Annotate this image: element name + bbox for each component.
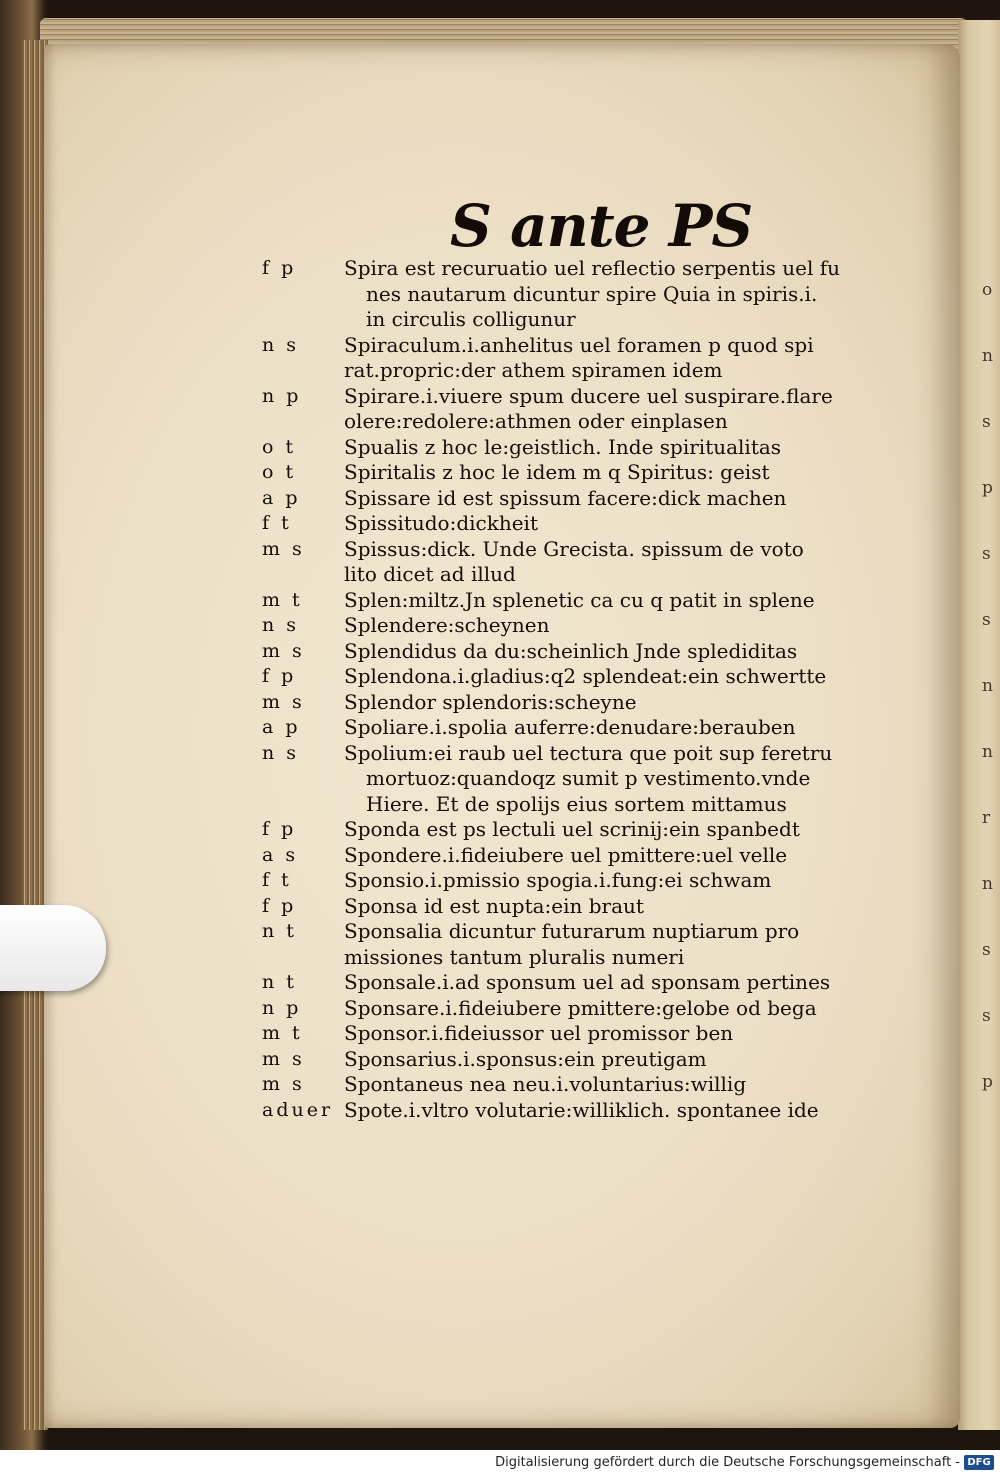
- dictionary-entry-continuation: [262, 766, 862, 792]
- entry-text: Sponsio.i.pmissio spogia.i.fung:ei schwam: [344, 868, 772, 892]
- dictionary-entry: [262, 690, 862, 716]
- next-page-mark: n: [982, 346, 993, 366]
- entry-text: Spondere.i.fideiubere uel pmittere:uel velle: [344, 842, 788, 867]
- entry-text: Sponsale.i.ad sponsum uel ad sponsam pertines: [344, 970, 831, 994]
- entry-text: Spontaneus nea neu.i.voluntarius:willig: [344, 1072, 747, 1096]
- grammar-marker: a p: [262, 486, 301, 509]
- grammar-marker: m t: [262, 588, 303, 611]
- dictionary-entry: [262, 894, 862, 920]
- grammar-marker: m s: [262, 690, 305, 713]
- entry-text: missiones tantum pluralis numeri: [344, 944, 685, 969]
- grammar-marker: aduer: [262, 1098, 334, 1121]
- grammar-marker: n s: [262, 333, 300, 356]
- entry-text: Sponsor.i.fideiussor uel promissor ben: [344, 1021, 734, 1045]
- entry-text: nes nautarum dicuntur spire Quia in spiris.i.: [366, 281, 818, 306]
- entry-text: in circulis colligunur: [366, 307, 576, 331]
- entry-text: lito dicet ad illud: [344, 562, 516, 586]
- page-title: S ante PS: [450, 192, 753, 260]
- grammar-marker: f t: [262, 869, 292, 891]
- dictionary-entry-continuation: [262, 307, 862, 333]
- entry-text: olere:redolere:athmen oder einplasen: [344, 409, 728, 433]
- next-page-mark: n: [982, 676, 993, 696]
- page-marker-tab: [0, 905, 106, 991]
- grammar-marker: f p: [262, 894, 297, 917]
- next-page-marks: [982, 280, 1000, 1230]
- next-page-mark: n: [982, 874, 993, 894]
- entry-text: rat.propric:der athem spiramen idem: [344, 358, 723, 382]
- grammar-marker: f p: [262, 818, 297, 840]
- next-page-mark: p: [982, 1072, 993, 1092]
- entry-text: Sponsa id est nupta:ein braut: [344, 893, 644, 918]
- dictionary-entry: [262, 511, 862, 537]
- entry-text: Spolium:ei raub uel tectura que poit sup feretru: [344, 740, 833, 765]
- dictionary-entry-continuation: [262, 409, 862, 435]
- grammar-marker: m t: [262, 1022, 303, 1044]
- grammar-marker: o t: [262, 435, 297, 458]
- dictionary-entry: [262, 384, 862, 410]
- entry-text: Spiraculum.i.anhelitus uel foramen p quod spi: [344, 332, 814, 357]
- grammar-marker: o t: [262, 461, 297, 483]
- footer-text: Digitalisierung gefördert durch die Deutsche Forschungsgemeinschaft -: [495, 1455, 960, 1470]
- entry-text: Splendidus da du:scheinlich Jnde splediditas: [344, 638, 798, 663]
- grammar-marker: m s: [262, 537, 305, 560]
- grammar-marker: n t: [262, 920, 297, 942]
- next-page-mark: s: [982, 544, 991, 564]
- dictionary-entry: [262, 639, 862, 665]
- entry-text: Spira est recuruatio uel reflectio serpentis uel fu: [344, 256, 840, 280]
- dictionary-entry: [262, 613, 862, 639]
- dictionary-entry: [262, 537, 862, 563]
- entry-text: Hiere. Et de spolijs eius sortem mittamus: [366, 791, 787, 816]
- dictionary-entry: [262, 460, 862, 486]
- grammar-marker: m s: [262, 1073, 305, 1095]
- dictionary-entry: [262, 333, 862, 359]
- next-page-mark: s: [982, 1006, 991, 1026]
- dictionary-entry-continuation: [262, 358, 862, 384]
- dfg-logo-icon: DFG: [964, 1455, 994, 1470]
- next-page-mark: s: [982, 610, 991, 630]
- dictionary-entry-continuation: [262, 282, 862, 308]
- grammar-marker: f p: [262, 257, 297, 279]
- dictionary-entry: [262, 588, 862, 614]
- dictionary-entry: [262, 919, 862, 945]
- dictionary-entry: [262, 486, 862, 512]
- dictionary-entry-continuation: [262, 945, 862, 971]
- dictionary-entry: [262, 817, 862, 843]
- dictionary-entry: [262, 1098, 862, 1124]
- grammar-marker: a p: [262, 716, 301, 738]
- next-page-mark: o: [982, 280, 993, 300]
- grammar-marker: m s: [262, 1047, 305, 1070]
- next-page-mark: p: [982, 478, 993, 498]
- entry-text: Spote.i.vltro volutarie:williklich. spontanee ide: [344, 1097, 819, 1122]
- grammar-marker: m s: [262, 639, 305, 662]
- dictionary-entry: [262, 741, 862, 767]
- dictionary-entry: [262, 1047, 862, 1073]
- footer-bar: [0, 1450, 1000, 1475]
- dictionary-entry: [262, 664, 862, 690]
- dictionary-entry: [262, 843, 862, 869]
- dictionary-entry: [262, 715, 862, 741]
- dictionary-entry: [262, 1072, 862, 1098]
- next-page-mark: r: [982, 808, 991, 828]
- next-page-mark: s: [982, 940, 991, 960]
- dictionary-entry-continuation: [262, 792, 862, 818]
- dictionary-entries: [262, 256, 862, 1123]
- dictionary-entry: [262, 868, 862, 894]
- next-page-mark: s: [982, 412, 991, 432]
- entry-text: Sponsarius.i.sponsus:ein preutigam: [344, 1046, 707, 1071]
- entry-text: Spissare id est spissum facere:dick machen: [344, 485, 787, 510]
- grammar-marker: f p: [262, 665, 297, 687]
- grammar-marker: n p: [262, 996, 302, 1019]
- next-page-mark: n: [982, 742, 993, 762]
- dictionary-entry: [262, 996, 862, 1022]
- entry-text: Spiritalis z hoc le idem m q Spiritus: geist: [344, 460, 770, 484]
- entry-text: Sponda est ps lectuli uel scrinij:ein spanbedt: [344, 817, 800, 841]
- dictionary-entry: [262, 1021, 862, 1047]
- grammar-marker: a s: [262, 843, 299, 866]
- entry-text: Spualis z hoc le:geistlich. Inde spiritualitas: [344, 434, 782, 459]
- grammar-marker: n s: [262, 614, 300, 636]
- entry-text: Splen:miltz.Jn splenetic ca cu q patit in splene: [344, 587, 815, 612]
- dictionary-entry: [262, 435, 862, 461]
- entry-text: Splendor splendoris:scheyne: [344, 689, 637, 714]
- dictionary-entry-continuation: [262, 562, 862, 588]
- entry-text: Spissus:dick. Unde Grecista. spissum de voto: [344, 536, 804, 561]
- entry-text: Splendere:scheynen: [344, 613, 550, 637]
- entry-text: Spoliare.i.spolia auferre:denudare:berauben: [344, 715, 796, 739]
- entry-text: Sponsare.i.fideiubere pmittere:gelobe od bega: [344, 995, 817, 1020]
- grammar-marker: n t: [262, 971, 297, 993]
- entry-text: Sponsalia dicuntur futurarum nuptiarum pro: [344, 919, 800, 943]
- entry-text: Spissitudo:dickheit: [344, 511, 538, 535]
- grammar-marker: n p: [262, 384, 302, 407]
- dictionary-entry: [262, 256, 862, 282]
- entry-text: Spirare.i.viuere spum ducere uel suspirare.flare: [344, 383, 833, 408]
- grammar-marker: f t: [262, 512, 292, 534]
- grammar-marker: n s: [262, 741, 300, 764]
- entry-text: Splendona.i.gladius:q2 splendeat:ein schwertte: [344, 664, 827, 688]
- dictionary-entry: [262, 970, 862, 996]
- entry-text: mortuoz:quandoqz sumit p vestimento.vnde: [366, 766, 811, 790]
